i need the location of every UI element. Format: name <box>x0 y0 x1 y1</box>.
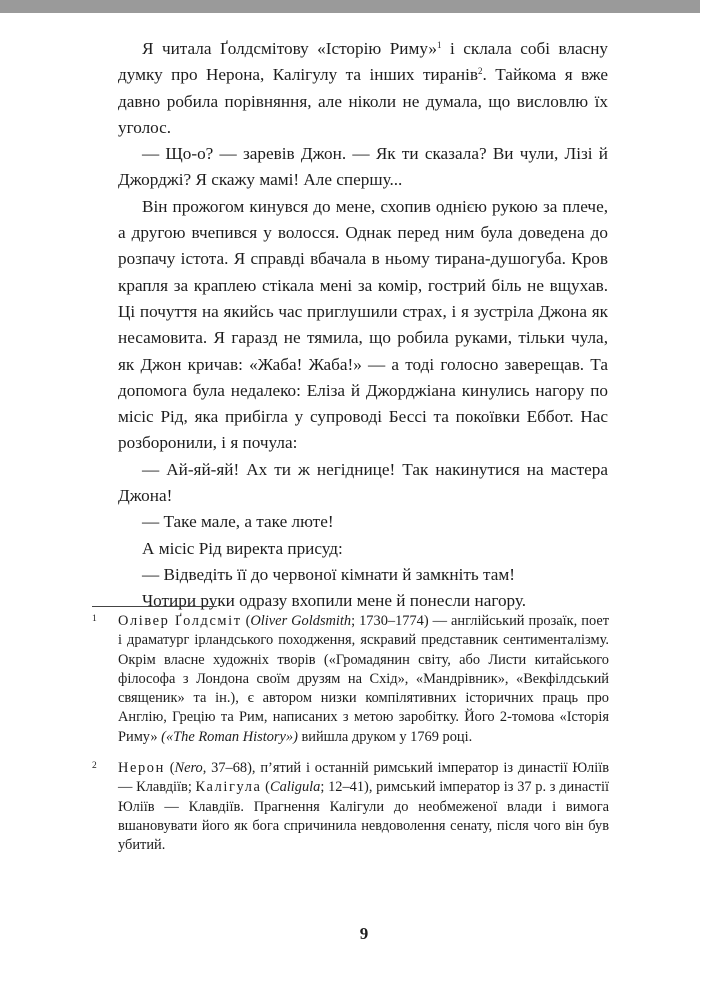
paragraph: Чотири руки одразу вхопили мене й понесли нагору. <box>142 591 527 611</box>
paragraph: А місіс Рід виректа присуд: <box>142 538 343 558</box>
footnote-number: 1 <box>92 614 97 624</box>
footnote-2: 2 Нерон (Nero, 37–68), п’ятий і останній римський імператор із династії Юліїв — Клавдіїв; Калігула (Caligula; 12–41), римський імператор із 37 р. з династії Юліїв — Клавдіїв. Прагнення Калігули до необмеженої влади і вимога вшановувати його як бога спричинила невдоволення сенату, після чого він був убитий. <box>92 759 609 855</box>
main-text <box>118 36 608 615</box>
paragraph: — Відведіть її до червоної кімнати й замкніть там! <box>142 564 515 584</box>
footnote-ref-1[interactable]: 1 <box>436 40 442 50</box>
footnotes <box>92 612 609 868</box>
footnote-ref-2[interactable]: 2 <box>477 66 483 77</box>
footnote-separator <box>92 606 217 607</box>
paragraph: Я читала Ґолдсмітову «Історію Риму»$^1$ і склала собі власну думку про Нерона, Калігулу та інших тиранів$^2$. Тайкома я вже давно робила порівняння, але ніколи не думала, що висловлю їх уголос. <box>118 39 608 137</box>
top-scrollbar <box>0 0 700 13</box>
paragraph: — Що-о? — заревів Джон. — Як ти сказала? Ви чули, Лізі й Джорджі? Я скажу мамі! Але спершу... <box>118 144 608 190</box>
paragraph: — Таке мале, а таке люте! <box>142 512 334 532</box>
footnote-1: 1 Олівер Ґолдсміт (Oliver Goldsmith; 1730–1774) — англійський прозаїк, поет і драматург ірландського походження, яскравий представник сентименталізму. Окрім власне художніх творів («Громадянин світу, або Листи китайського філософа з Лондона своїм друзям на Схід», «Мандрівник», «Векфілдський священик» та ін.), є автором низки компілятивних історичних праць про Англію, Грецію та Рим, написаних з метою заробітку. Його 2-томова «Історія Риму» («The Roman History») вийшла друком у 1769 році. <box>92 612 609 747</box>
footnote-number: 2 <box>92 761 97 772</box>
paragraph: — Ай-яй-яй! Ах ти ж негіднице! Так накинутися на мастера Джона! <box>118 459 608 506</box>
page-number: 9 <box>359 924 369 943</box>
paragraph: Він прожогом кинувся до мене, схопив однією рукою за плече, а другою вчепився у волосся. Однак перед ним була доведена до розпачу істота. Я справді вбачала в ньому тирана-душогуба. Кров крапля за краплею стікала мені за комір, гострий біль не вщухав. Ці почуття на якийсь час приглушили страх, і я зустріла Джона як несамовита. Я гаразд не тямила, що робила руками, тільки чула, як Джон кричав: «Жаба! Жаба!» — а тоді голосно заверещав. Та допомога була недалеко: Еліза й Джорджіана кинулись нагору по місіс Рід, яка прибігла у супроводі Бессі та покоївки Еббот. Нас розборонили, і я почула: <box>118 196 608 453</box>
